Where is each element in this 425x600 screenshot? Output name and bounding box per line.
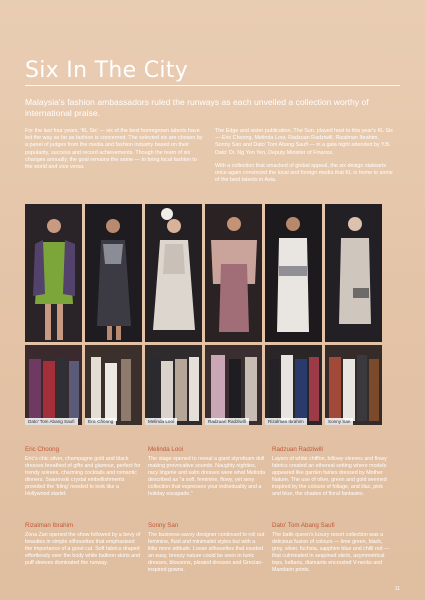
designer-photo xyxy=(325,345,382,425)
designer-bio xyxy=(148,522,266,574)
article-paragraph: With a collection that smacked of global appeal, the six design stalwarts once again convinced the local and foreign media that KL is home to some of the best talents in Asia. xyxy=(215,162,393,184)
designer-bio-name: Dato' Tom Abang Saufi xyxy=(272,522,335,529)
designer-bio-text: Layers of white chiffon, billowy sleeves and flowy fabrics created an ethereal setting where models appeared like garden fairies dressed by Mother Nature. The use of olive, green and gold seemed inspired by the colours of foliage, and lilac, pink and blue, the shades of floral fantasies. xyxy=(272,456,387,497)
article-column-left xyxy=(25,128,205,177)
runway-photo xyxy=(85,204,142,342)
designer-bio-text: The business-savvy designer continued to roll out feminine, fluid and minimalist styles but with a little more attitude. Loose silhouettes that exuded an easy, breezy nature could be seen in tunic dresses, blousons, pleated dresses and Grecian-inspired gowns. xyxy=(148,532,265,573)
designer-bio xyxy=(25,446,143,498)
designer-photo xyxy=(265,345,322,425)
runway-photo xyxy=(205,204,262,342)
designer-bio xyxy=(272,446,390,498)
designer-bio-text: The batik queen's luxury resort collection was a delicious fusion of colours — lime green, black, grey, silver, fuchsia, sapphire blue and chilli red — that culminated in sequined skirts, asymmetrical tops, kaftans, diamante encrusted V-necks and Mandarin prints. xyxy=(272,532,390,573)
runway-photo xyxy=(145,204,202,342)
designer-caption: Radzuan Radziwill xyxy=(205,418,249,425)
runway-photo xyxy=(265,204,322,342)
designer-bio-text: The stage opened to reveal a giant styrofoam doll making provocative sounds. Naughty nighties, racy lingerie and satin dresses were what Melinda described as "a soft, feminine, flowy, yet sexy collection that expresses your individuality and a holiday escapade." xyxy=(148,456,266,497)
designer-bio xyxy=(148,446,266,498)
designer-bio xyxy=(25,522,143,567)
article-intro: Malaysia's fashion ambassadors ruled the runways as each unveiled a collection worthy of international praise. xyxy=(25,97,369,118)
designer-photo-strip xyxy=(25,345,382,425)
designer-caption: Dato' Tom Abang Saufi xyxy=(25,418,78,425)
article-column-right xyxy=(215,128,395,190)
runway-photo-strip xyxy=(25,204,382,342)
designer-photo xyxy=(85,345,142,425)
designer-bio xyxy=(272,522,390,574)
designer-caption: Sonny San xyxy=(325,418,353,425)
designer-bio-name: Radzuan Radziwill xyxy=(272,446,323,453)
page-number: 11 xyxy=(394,586,400,592)
designer-bio-text: Zona Zan opened the show followed by a bevy of beauties in simple silhouettes that emphasised the importance of a good cut. Soft fabrics draped effortlessly over the body while balloon skirts and puff sleeves dominated the runway. xyxy=(25,532,141,566)
designer-caption: Eric Choong xyxy=(85,418,116,425)
designer-bio-name: Eric Choong xyxy=(25,446,60,453)
page-title: Six In The City xyxy=(25,58,189,83)
runway-photo xyxy=(25,204,82,342)
designer-photo xyxy=(205,345,262,425)
designer-bio-name: Rizalman Ibrahim xyxy=(25,522,74,529)
article-paragraph: The Edge and sister publication, The Sun, played host to this year's KL Six — Eric Choong, Melinda Looi, Radzuan Radziwill, Rizalman Ibrahim, Sonny San and Dato' Tom Abang Saufi — in a gala night attended by Y.B. Dato' Dr. Ng Yen Yen, Deputy Minister of Finance. xyxy=(215,128,393,156)
designer-bio-name: Sonny San xyxy=(148,522,179,529)
designer-caption: Rizalman Ibrahim xyxy=(265,418,307,425)
designer-bio-text: Eric's chic silver, champagne gold and black dresses breathed of gifts and glamour, perfect for trendy soirees, charming cocktails and romantic dinners. Swarovski crystal embellishments provided the 'bling' needed to look like a Hollywood starlet. xyxy=(25,456,141,497)
designer-photo xyxy=(145,345,202,425)
designer-photo xyxy=(25,345,82,425)
designer-caption: Melinda Looi xyxy=(145,418,177,425)
article-paragraph: For the last four years, 'KL Six' — six of the best homegrown talents have led the way as far as fashion is concerned. The selected six are chosen by a panel of judges from the media and fashion industry based on their popularity, success and record achievements. Though the team of six changes annually, the goal remains the same — to bring local fashion to the world and vice versa. xyxy=(25,128,203,171)
designer-bio-name: Melinda Looi xyxy=(148,446,184,453)
runway-photo xyxy=(325,204,382,342)
title-divider xyxy=(25,85,400,86)
